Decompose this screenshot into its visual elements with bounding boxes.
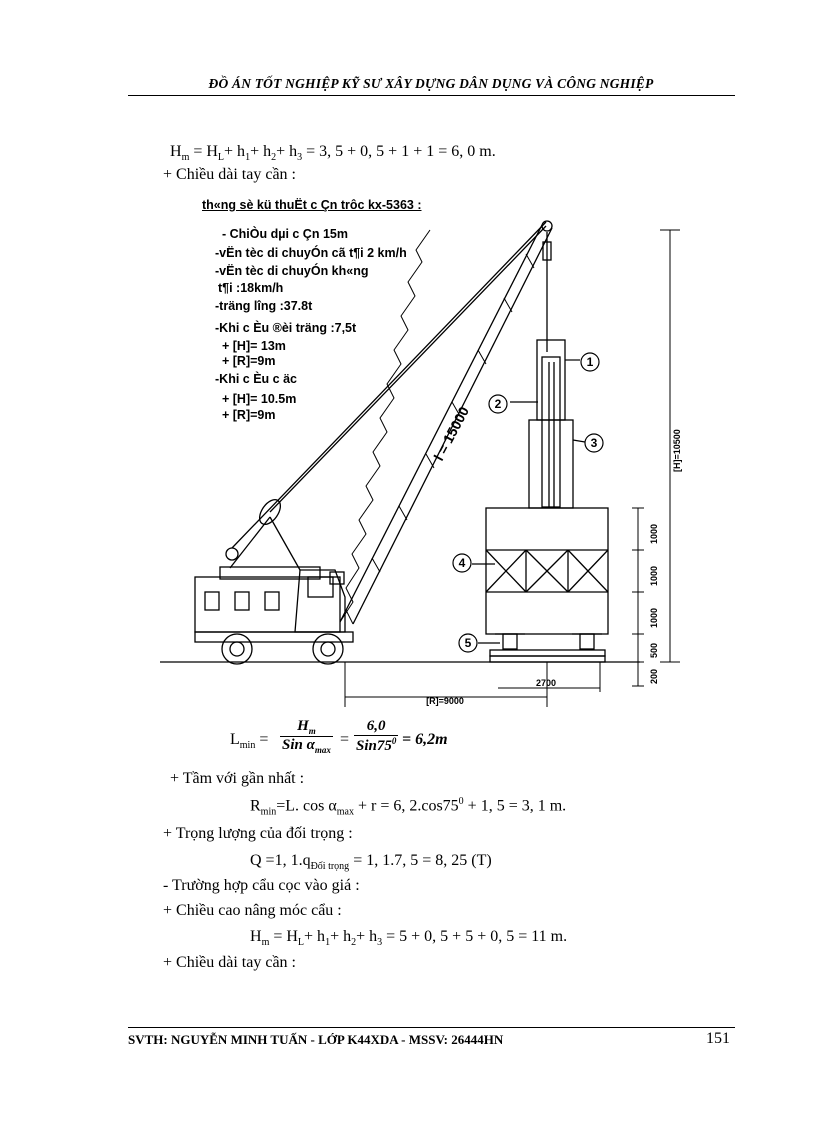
dim-total-height: [H]=10500 bbox=[672, 429, 682, 472]
lmin-eq-2: = bbox=[340, 731, 350, 748]
document-header: ĐỒ ÁN TỐT NGHIỆP KỸ SƯ XÂY DỰNG DÂN DỤNG VÀ CÔNG NGHIỆP bbox=[208, 76, 654, 91]
dim-1000-b: 1000 bbox=[649, 565, 659, 586]
spec-line: -vËn tèc di chuyÓn cã t¶i 2 km/h bbox=[215, 246, 407, 260]
lmin-fraction-1: $H_m$ Sin $\alpha_{max}$ bbox=[282, 718, 331, 755]
formula-q: Q =1, $1.q_{Đối trọng} = 1$, 1.7, 5 = 8, 25 (T) bbox=[250, 852, 492, 873]
spec-line: + [H]= 13m bbox=[222, 339, 286, 353]
dim-200: 200 bbox=[649, 668, 659, 684]
boom-length-label: + Chiều dài tay cần : bbox=[163, 166, 296, 183]
callout-5-label: 5 bbox=[464, 636, 472, 650]
spec-line: + [R]=9m bbox=[222, 354, 276, 368]
boom-length-label: l = 15000 bbox=[430, 403, 473, 464]
footer-author: SVTH: NGUYỄN MINH TUẤN - LỚP K44XDA - MSSV: 26444HN bbox=[128, 1032, 504, 1047]
callout-3-label: 3 bbox=[590, 436, 598, 450]
pile-leader bbox=[486, 340, 608, 662]
header-rule bbox=[128, 95, 735, 96]
page-number: 151 bbox=[706, 1030, 730, 1047]
footer-rule bbox=[128, 1027, 735, 1028]
dim-1000-a: 1000 bbox=[649, 523, 659, 544]
lmin-result: = 6,2m bbox=[402, 731, 448, 748]
dim-r: [R]=9000 bbox=[426, 696, 464, 706]
callout-1-label: 1 bbox=[586, 355, 594, 369]
spec-line: -träng lîng :37.8t bbox=[215, 299, 313, 313]
dim-2700: 2700 bbox=[535, 678, 557, 688]
spec-line: -vËn tèc di chuyÓn kh«ng bbox=[215, 264, 369, 278]
reach-label: + Tầm với gần nhất : bbox=[170, 770, 305, 787]
crane-boom bbox=[340, 221, 552, 624]
lmin-lhs: $L_{min}$ = bbox=[230, 731, 269, 752]
hook-height-label: + Chiều cao nâng móc cẩu : bbox=[163, 902, 342, 919]
dim-1000-c: 1000 bbox=[649, 607, 659, 628]
spec-line: -Khi c Èu ®èi träng :7,5t bbox=[215, 321, 357, 335]
lmin-fraction-2: 6,0 $Sin75^0$ bbox=[356, 718, 397, 754]
counterweight-label: + Trọng lượng của đối trọng : bbox=[163, 825, 353, 842]
dim-500: 500 bbox=[649, 642, 659, 658]
formula-hm-2: $H_m = H_L+ h_1+ h_2+ h_3 = 5 + 0$, 5 + 5 + 0, 5 = 11 m. bbox=[250, 928, 568, 949]
spec-line: -Khi c Èu c äc bbox=[215, 372, 297, 386]
spec-line: t¶i :18km/h bbox=[218, 281, 284, 295]
callout-2-label: 2 bbox=[494, 397, 502, 411]
spec-line: + [H]= 10.5m bbox=[222, 392, 297, 406]
spec-line: + [R]=9m bbox=[222, 408, 276, 422]
boom-length-label-2: + Chiều dài tay cần : bbox=[163, 954, 296, 971]
spec-title: th«ng sè kü thuËt c Çn trôc kx-5363 : bbox=[202, 198, 422, 212]
formula-hm-1: $H_m = H_L+ h_1+ h_2+ h_3 = 3$, 5 + 0, 5 + 1 + 1 = 6, 0 m. bbox=[170, 143, 496, 164]
bottom-dimensions bbox=[345, 662, 600, 707]
formula-rmin: $R_{min}=L$. $\cos \alpha_{max} + r = 6$, $2.\cos 75^0 + 1$, 5 = 3, 1 m. bbox=[250, 796, 567, 818]
spec-line: - ChiÒu dµi c Çn 15m bbox=[222, 227, 348, 241]
callout-4-label: 4 bbox=[458, 556, 466, 570]
crane-diagram bbox=[160, 192, 700, 712]
case-label: - Trường hợp cẩu cọc vào giá : bbox=[163, 877, 360, 894]
